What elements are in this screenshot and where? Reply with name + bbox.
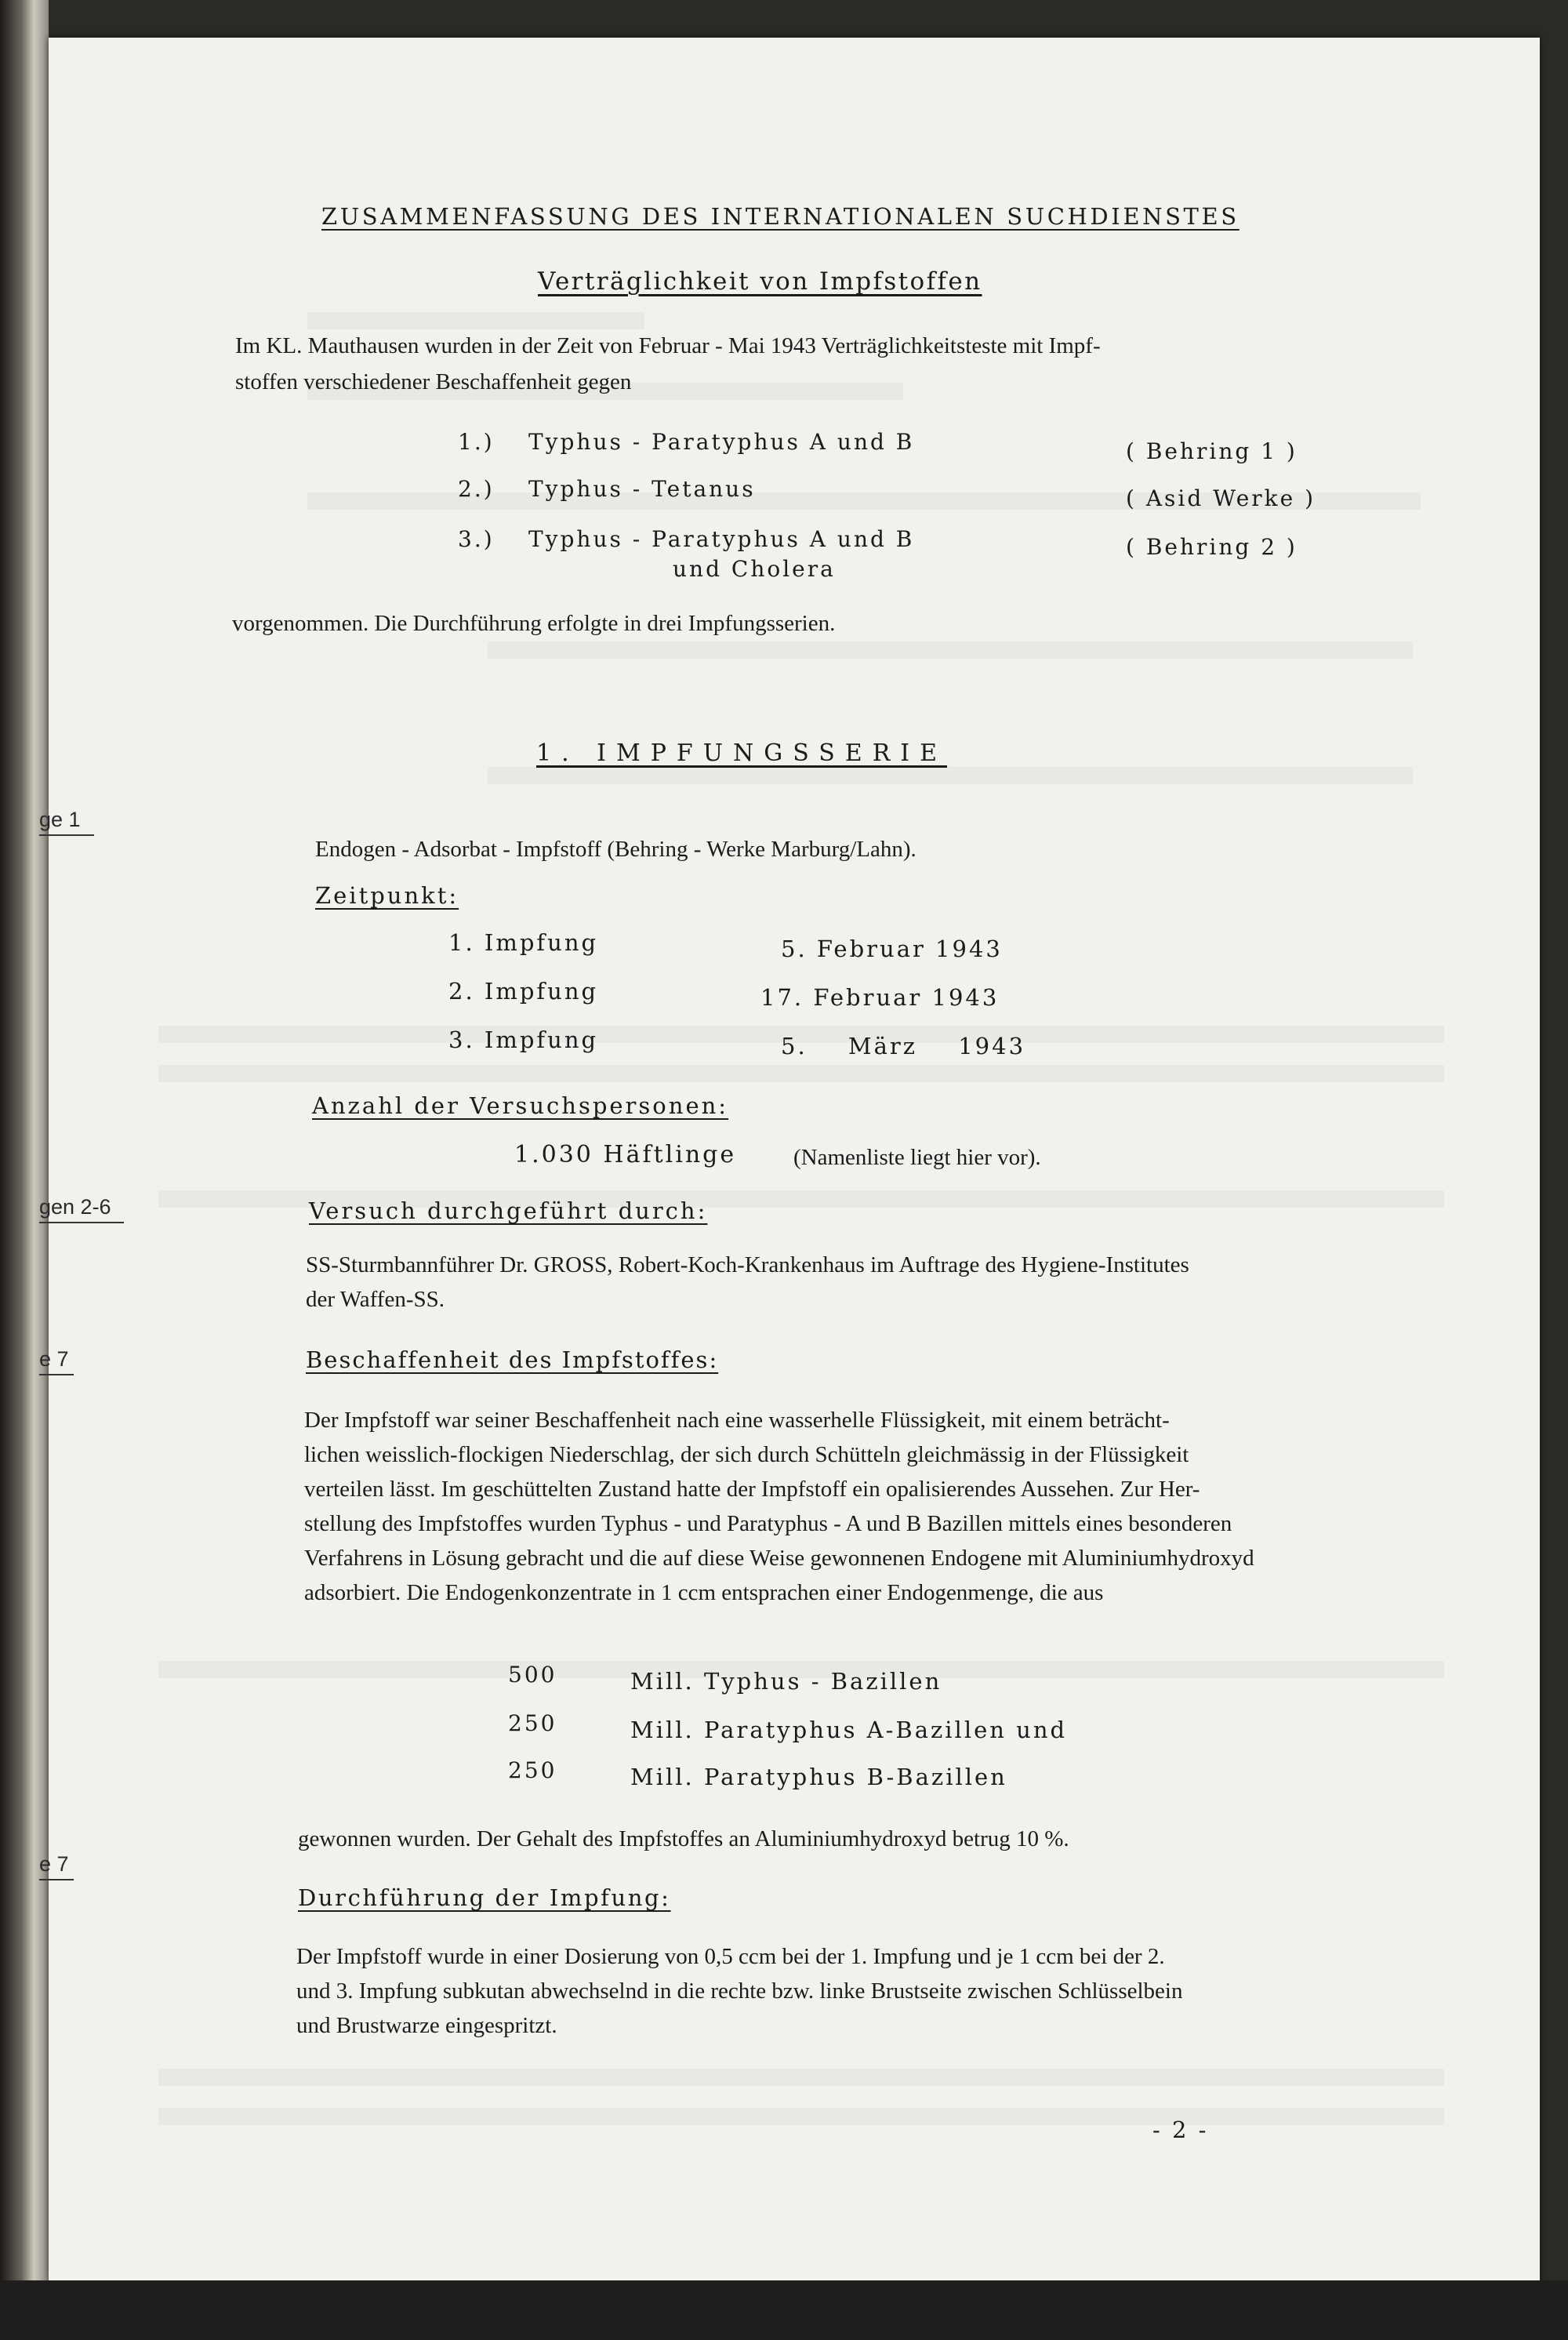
date-2-label: 2. Impfung — [448, 978, 599, 1005]
vaccine-1-maker: ( Behring 1 ) — [1126, 438, 1298, 464]
margin-note-underline — [39, 834, 94, 836]
execution-line: und Brustwarze eingespritzt. — [296, 2013, 557, 2038]
count-heading: Anzahl der Versuchspersonen: — [312, 1092, 729, 1119]
scan-shadow — [0, 2280, 1568, 2340]
date-1-label: 1. Impfung — [448, 929, 599, 956]
vaccine-1-name: Typhus - Paratyphus A und B — [528, 429, 915, 455]
series-intro: vorgenommen. Die Durchführung erfolgte in drei Impfungsserien. — [232, 611, 836, 636]
vaccine-3-number: 3.) — [458, 526, 495, 552]
count-value: 1.030 Häftlinge — [514, 1141, 737, 1168]
vaccine-2-name: Typhus - Tetanus — [528, 476, 756, 502]
conducted-by-line-1: SS-Sturmbannführer Dr. GROSS, Robert-Koch-Krankenhaus im Auftrage des Hygiene-Institutes — [306, 1252, 1189, 1277]
date-3-label: 3. Impfung — [448, 1026, 599, 1053]
bacilli-1-amount: 500 — [508, 1662, 557, 1688]
time-heading: Zeitpunkt: — [315, 882, 459, 909]
margin-note-underline — [39, 1374, 74, 1375]
bacilli-2-text: Mill. Paratyphus A-Bazillen und — [630, 1717, 1068, 1743]
binding-edge — [0, 0, 49, 2340]
date-1-value: 5. Februar 1943 — [781, 936, 1003, 962]
conducted-by-heading: Versuch durchgeführt durch: — [309, 1197, 708, 1224]
vaccine-3-name-cont: und Cholera — [673, 556, 836, 582]
intro-line-1: Im KL. Mauthausen wurden in der Zeit von Februar - Mai 1943 Verträglichkeitsteste mit Impf- — [235, 333, 1101, 358]
date-3-value: 5. März 1943 — [781, 1033, 1026, 1059]
composition-line: adsorbiert. Die Endogenkonzentrate in 1 ccm entsprachen einer Endogenmenge, die aus — [304, 1580, 1104, 1605]
vaccine-2-maker: ( Asid Werke ) — [1126, 485, 1316, 511]
margin-note-underline — [39, 1222, 124, 1223]
conducted-by-line-2: der Waffen-SS. — [306, 1287, 445, 1312]
margin-note-4: e 7 — [39, 1852, 69, 1876]
execution-heading: Durchführung der Impfung: — [298, 1884, 671, 1911]
composition-line: verteilen lässt. Im geschüttelten Zustand hatte der Impfstoff ein opalisierendes Aussehen. Zur Her- — [304, 1477, 1200, 1502]
intro-line-2: stoffen verschiedener Beschaffenheit gegen — [235, 369, 632, 394]
series-1-heading: 1. IMPFUNGSSERIE — [536, 739, 948, 767]
aluminium-line: gewonnen wurden. Der Gehalt des Impfstoffes an Aluminiumhydroxyd betrug 10 %. — [298, 1826, 1069, 1851]
composition-heading: Beschaffenheit des Impfstoffes: — [306, 1346, 719, 1373]
composition-line: stellung des Impfstoffes wurden Typhus - und Paratyphus - A und B Bazillen mittels eines besonderen — [304, 1511, 1232, 1536]
execution-line: und 3. Impfung subkutan abwechselnd in die rechte bzw. linke Brustseite zwischen Schlüsselbein — [296, 1978, 1183, 2004]
document-subtitle: Verträglichkeit von Impfstoffen — [538, 267, 982, 296]
vaccine-3-maker: ( Behring 2 ) — [1126, 534, 1298, 560]
composition-line: lichen weisslich-flockigen Niederschlag, der sich durch Schütteln gleichmässig in der Flüssigkeit — [304, 1442, 1189, 1467]
page-number: - 2 - — [1152, 2117, 1209, 2143]
composition-line: Der Impfstoff war seiner Beschaffenheit nach eine wasserhelle Flüssigkeit, mit einem beträcht- — [304, 1408, 1170, 1433]
margin-note-2: gen 2-6 — [39, 1195, 111, 1219]
margin-note-underline — [39, 1879, 74, 1880]
series-1-vaccine: Endogen - Adsorbat - Impfstoff (Behring - Werke Marburg/Lahn). — [315, 837, 916, 862]
vaccine-2-number: 2.) — [458, 476, 495, 502]
document-title: ZUSAMMENFASSUNG DES INTERNATIONALEN SUCHDIENSTES — [321, 203, 1240, 230]
vaccine-1-number: 1.) — [458, 429, 495, 455]
bacilli-1-text: Mill. Typhus - Bazillen — [630, 1668, 942, 1695]
bacilli-3-amount: 250 — [508, 1757, 557, 1783]
execution-line: Der Impfstoff wurde in einer Dosierung von 0,5 ccm bei der 1. Impfung und je 1 ccm bei der 2. — [296, 1944, 1165, 1969]
margin-note-1: ge 1 — [39, 808, 81, 831]
date-2-value: 17. Februar 1943 — [760, 984, 1000, 1011]
count-note: (Namenliste liegt hier vor). — [793, 1145, 1041, 1170]
composition-line: Verfahrens in Lösung gebracht und die auf diese Weise gewonnenen Endogene mit Aluminiumhydroxyd — [304, 1546, 1254, 1571]
bacilli-2-amount: 250 — [508, 1710, 557, 1736]
vaccine-3-name: Typhus - Paratyphus A und B — [528, 526, 915, 552]
bacilli-3-text: Mill. Paratyphus B-Bazillen — [630, 1764, 1007, 1790]
document-page — [39, 38, 1540, 2280]
margin-note-3: e 7 — [39, 1347, 69, 1371]
